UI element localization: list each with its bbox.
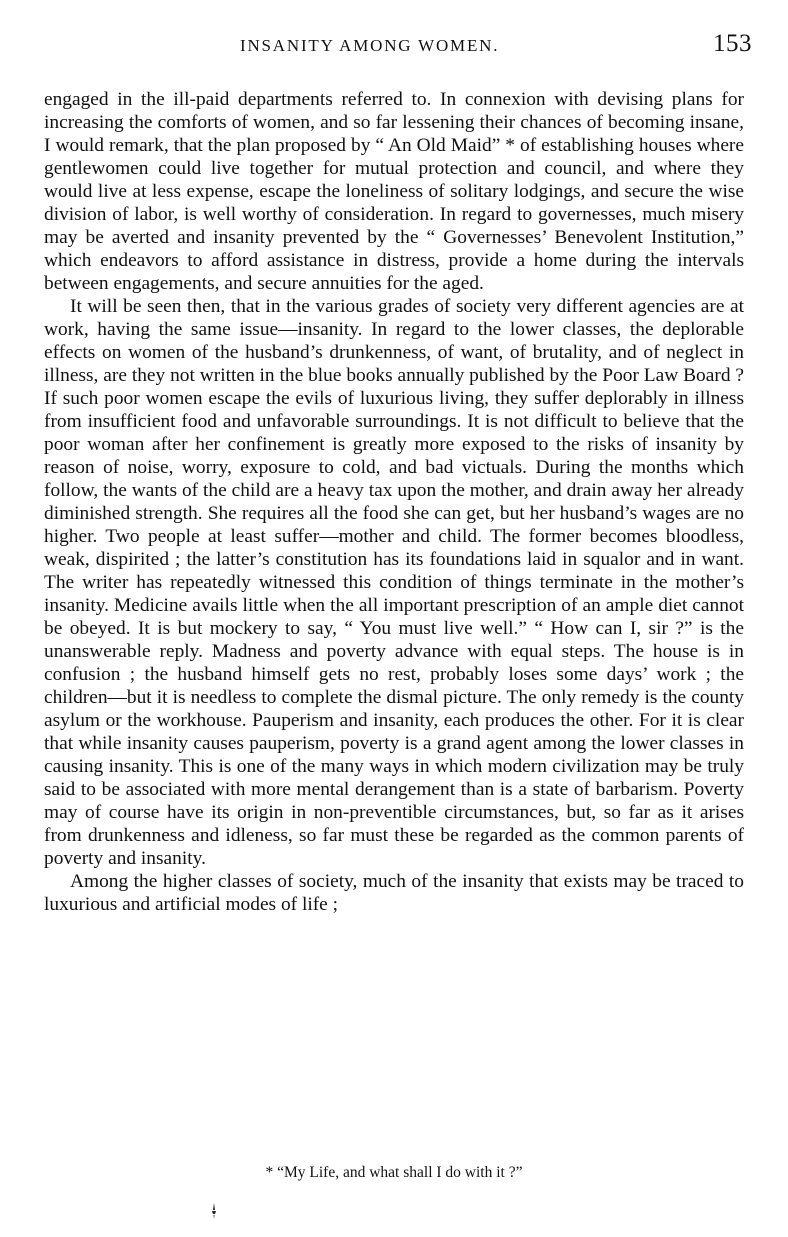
paragraph-social-grades: It will be seen then, that in the various grades of society very different agencies are at work, having the same issue—insanity. In regard to the lower classes, the deplorable effects on women of the husband’s drunkenness, of want, of brutality, and of neglect in illness, are they not written in the blue books annually published by the Poor Law Board ? If such poor women escape the evils of luxurious living, they suffer deplorably in illness from insufficient food and unfavorable surroundings. It is not difficult to believe that the poor woman after her confinement is greatly more exposed to the risks of insanity by reason of noise, worry, exposure to cold, and bad victuals. During the months which follow, the wants of the child are a heavy tax upon the mother, and drain away her already diminished strength. She requires all the food she can get, but her husband’s wages are no higher. Two people at least suffer—mother and child. The former becomes bloodless, weak, dispirited ; the latter’s constitution has its foundations laid in squalor and in want. The writer has repeatedly witnessed this condition of things terminate in the mother’s insanity. Medicine avails little when the all important prescription of an ample diet cannot be obeyed. It is but mockery to say, “ You must live well.” “ How can I, sir ?” is the unanswerable reply. Madness and poverty advance with equal steps. The house is in confusion ; the husband himself gets no rest, probably loses some days’ work ; the children—but it is needless to complete the dismal picture. The only remedy is the county asylum or the workhouse. Pauperism and insanity, each produces the other. For it is clear that while insanity causes pauperism, poverty is a grand agent among the lower classes in causing insanity. This is one of the many ways in which modern civilization may be truly said to be associated with more mental derangement than is a state of barbarism. Poverty may of course have its origin in non-preventible circumstances, but, so far as it arises from drunkenness and idleness, so far must these be regarded as the common parents of poverty and insanity. xyxy=(44,296,744,869)
printer-mark-icon xyxy=(210,1203,218,1219)
footnote: * “My Life, and what shall I do with it ?” xyxy=(265,1164,523,1181)
paragraph-higher-classes: Among the higher classes of society, much of the insanity that exists may be traced to luxurious and artificial modes of life ; xyxy=(44,871,744,915)
page-number: 153 xyxy=(713,30,752,57)
paragraph-continued: engaged in the ill-paid departments referred to. In connexion with devising plans for increasing the comforts of women, and so far lessening their chances of becoming insane, I would remark, that the plan proposed by “ An Old Maid” * of establishing houses where gentlewomen could live together for mutual protection and council, and where they would live at less expense, escape the loneliness of solitary lodgings, and secure the wise division of labor, is well worthy of consideration. In regard to governesses, much misery may be averted and insanity prevented by the “ Governesses’ Benevolent Institution,” which endeavors to afford assistance in distress, provide a home during the intervals between engagements, and secure annuities for the aged. xyxy=(44,89,744,294)
body-text xyxy=(44,88,744,916)
running-head xyxy=(40,30,752,60)
running-title: INSANITY AMONG WOMEN. xyxy=(240,36,500,55)
